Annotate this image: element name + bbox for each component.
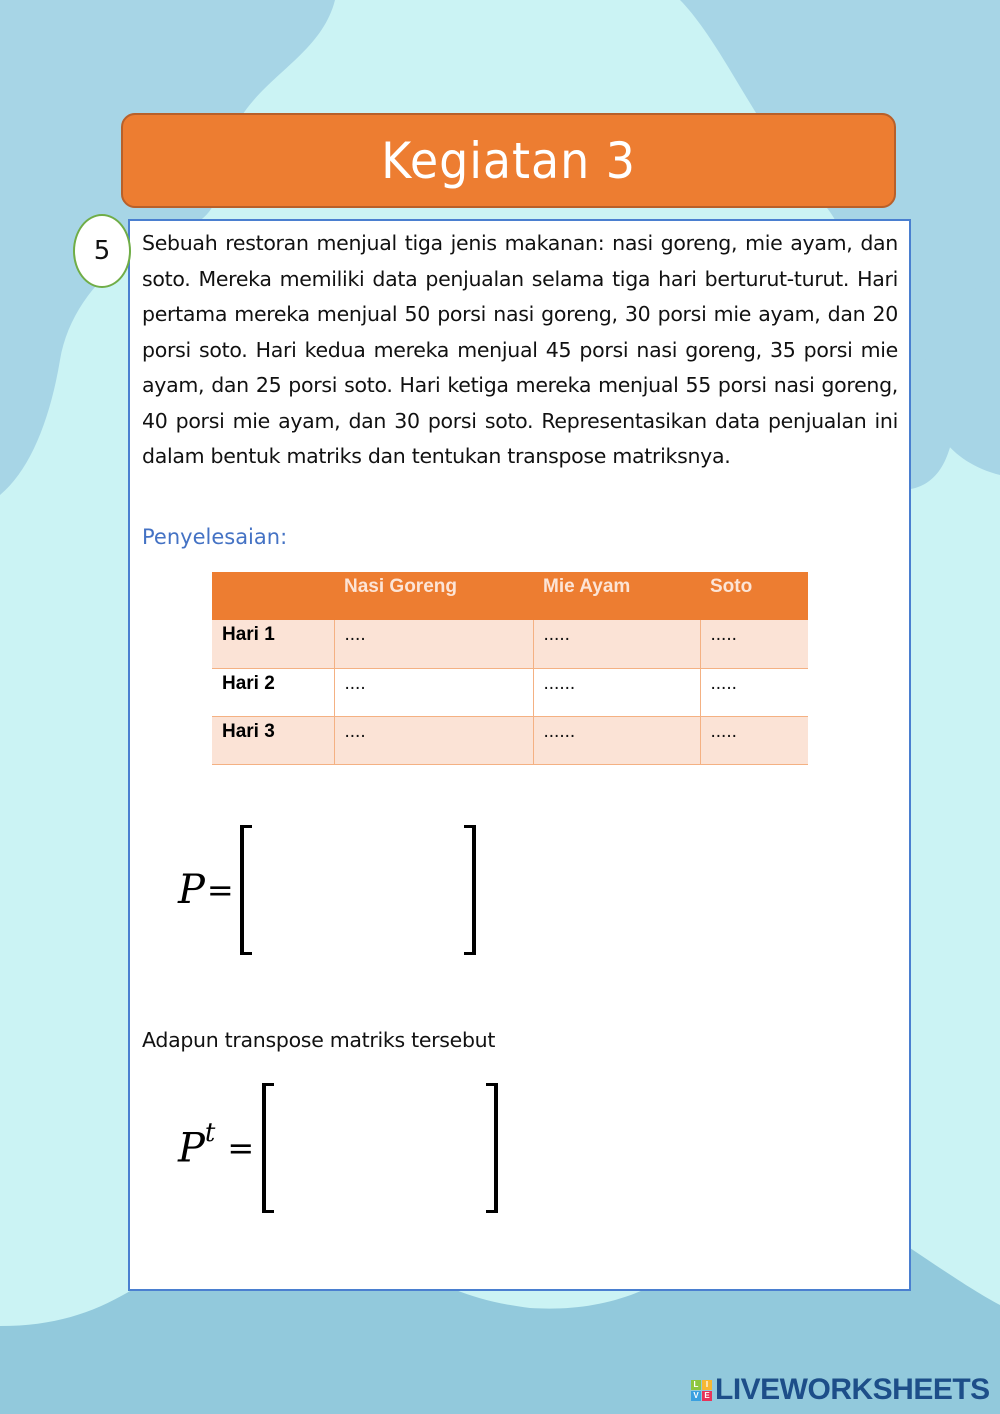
logo-block: I: [702, 1380, 712, 1390]
answer-cell[interactable]: ....: [334, 620, 533, 668]
question-number: 5: [93, 236, 111, 266]
left-bracket: [262, 1083, 274, 1213]
sales-table: [212, 572, 808, 765]
table-header-row: [212, 572, 808, 620]
activity-banner: [121, 113, 896, 208]
table-row: [212, 668, 808, 716]
right-bracket: [464, 825, 476, 955]
matrix-pt-label: [178, 1118, 216, 1172]
activity-title: Kegiatan 3: [381, 131, 636, 190]
logo-text: LIVEWORKSHEETS: [715, 1373, 990, 1406]
liveworksheets-logo: [691, 1373, 990, 1407]
matrix-pt-base: P: [178, 1125, 205, 1172]
header-cell-nasi-goreng: Nasi Goreng: [334, 572, 533, 620]
question-number-badge: [73, 214, 131, 288]
header-cell-soto: Soto: [700, 572, 808, 620]
answer-cell[interactable]: ......: [533, 716, 700, 764]
row-label: Hari 1: [212, 620, 334, 668]
table-row: [212, 716, 808, 764]
header-cell-empty: [212, 572, 334, 620]
answer-cell[interactable]: .....: [700, 716, 808, 764]
row-label: Hari 3: [212, 716, 334, 764]
right-bracket: [486, 1083, 498, 1213]
matrix-pt: [178, 1083, 498, 1213]
answer-cell[interactable]: ......: [533, 668, 700, 716]
header-cell-mie-ayam: Mie Ayam: [533, 572, 700, 620]
logo-block: L: [691, 1380, 701, 1390]
transpose-superscript: t: [204, 1118, 216, 1149]
answer-cell[interactable]: .....: [700, 620, 808, 668]
matrix-p-label: P: [178, 867, 205, 913]
answer-cell[interactable]: .....: [533, 620, 700, 668]
matrix-p: [178, 825, 476, 955]
solution-label: Penyelesaian:: [142, 525, 288, 549]
transpose-instruction: Adapun transpose matriks tersebut: [142, 1028, 496, 1052]
logo-block: V: [691, 1391, 701, 1401]
answer-cell[interactable]: ....: [334, 668, 533, 716]
answer-cell[interactable]: ....: [334, 716, 533, 764]
equals-sign: =: [227, 1129, 255, 1167]
answer-cell[interactable]: .....: [700, 668, 808, 716]
matrix-p-answer-area[interactable]: [240, 825, 476, 955]
row-label: Hari 2: [212, 668, 334, 716]
matrix-pt-answer-area[interactable]: [262, 1083, 498, 1213]
equals-sign: =: [206, 871, 234, 909]
logo-blocks-icon: [691, 1380, 712, 1401]
left-bracket: [240, 825, 252, 955]
table-row: [212, 620, 808, 668]
problem-text: Sebuah restoran menjual tiga jenis makanan: nasi goreng, mie ayam, dan soto. Mereka memiliki data penjualan selama tiga hari berturut-turut. Hari pertama mereka menjual 50 porsi nasi goreng, 30 porsi mie ayam, dan 20 porsi soto. Hari kedua mereka menjual 45 porsi nasi goreng, 35 porsi mie ayam, dan 25 porsi soto. Hari ketiga mereka menjual 55 porsi nasi goreng, 40 porsi mie ayam, dan 30 porsi soto. Representasikan data penjualan ini dalam bentuk matriks dan tentukan transpose matriksnya.: [142, 231, 898, 468]
logo-block: E: [702, 1391, 712, 1401]
